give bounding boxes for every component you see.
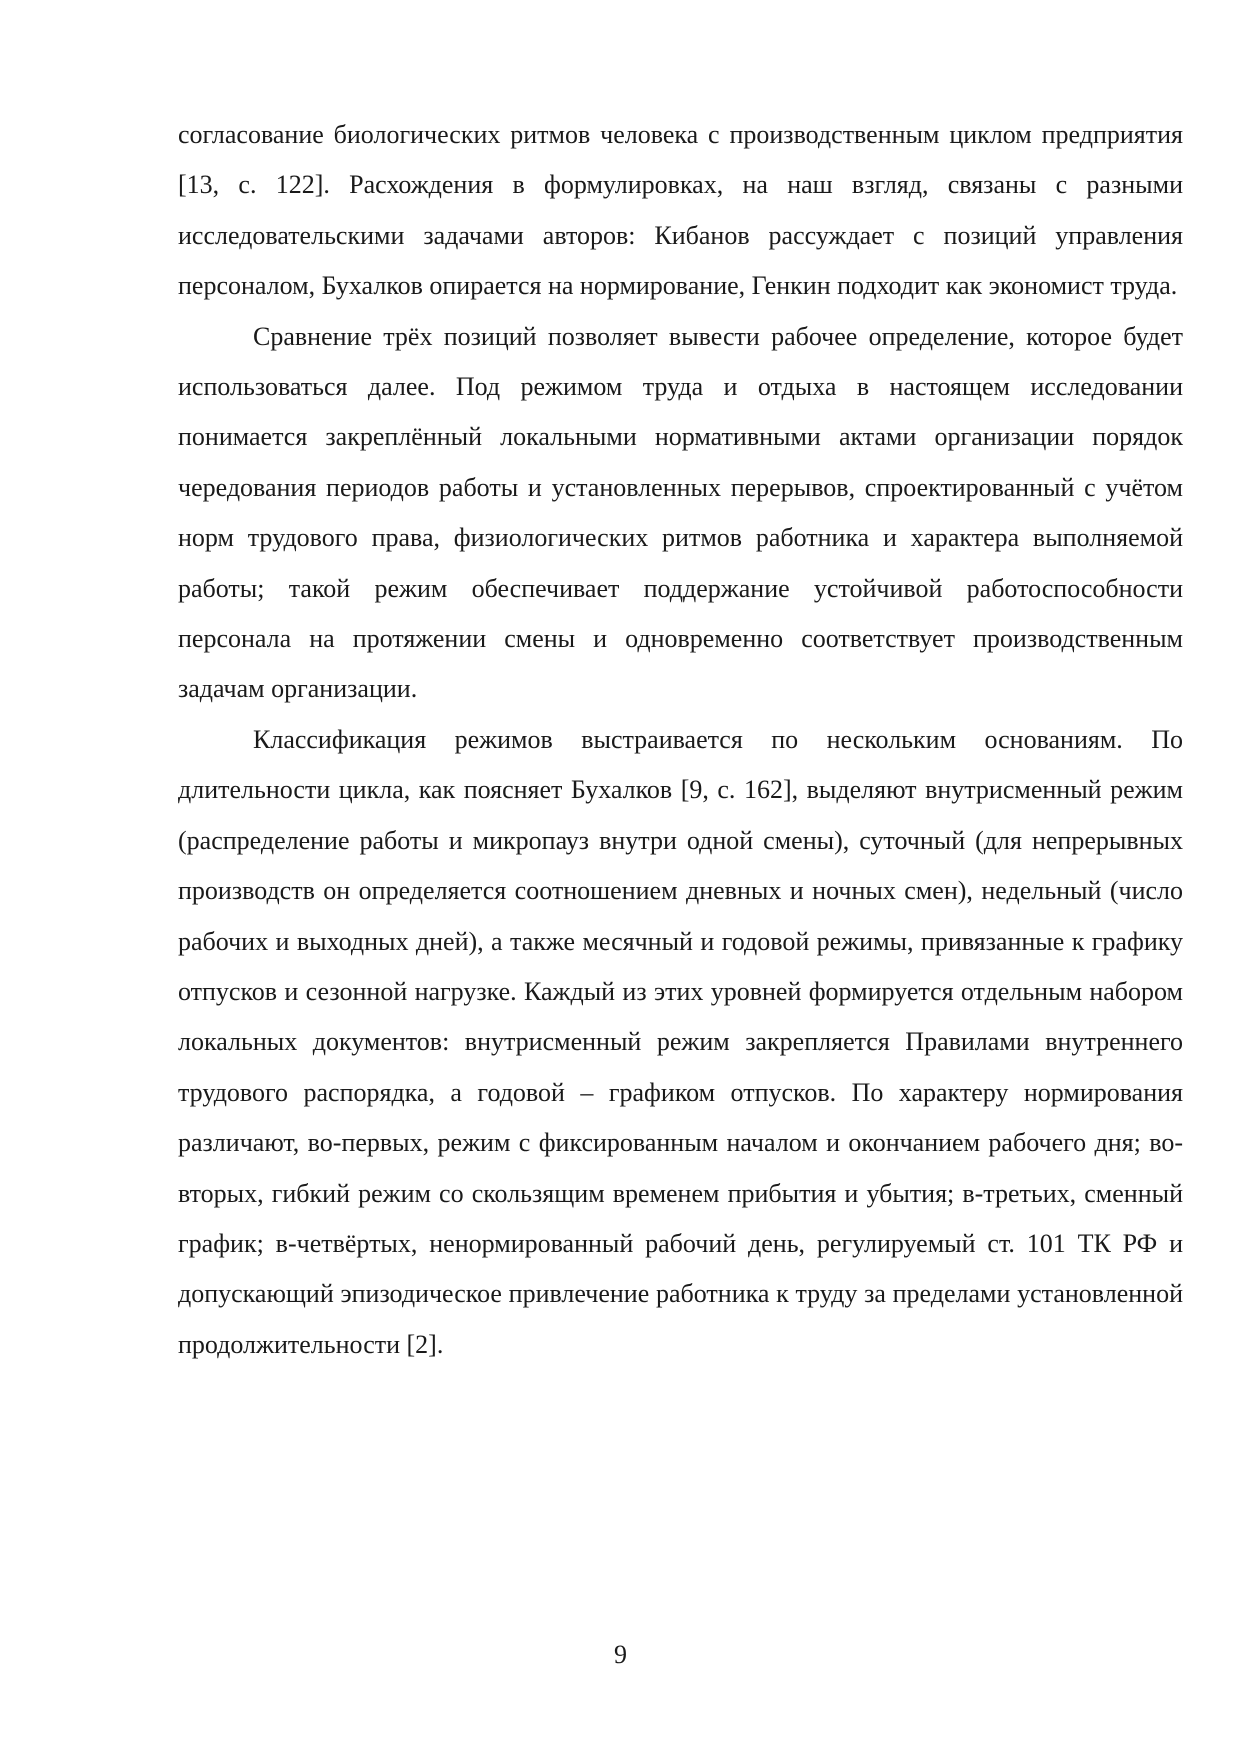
page-number: 9 (614, 1640, 627, 1669)
body-text (178, 110, 1183, 1370)
paragraph-continuation: согласование биологических ритмов человека с производственным циклом предприятия [13, с. 122]. Расхождения в формулировках, на наш взгляд, связаны с разными исследовательскими задачами авторов: Кибанов рассуждает с позиций управления персоналом, Бухалков опирается на нормирование, Генкин подходит как экономист труда. (178, 120, 1183, 301)
paragraph-working-definition: Сравнение трёх позиций позволяет вывести рабочее определение, которое будет использоваться далее. Под режимом труда и отдыха в настоящем исследовании понимается закреплённый локальными нормативными актами организации порядок чередования периодов работы и установленных перерывов, спроектированный с учётом норм трудового права, физиологических ритмов работника и характера выполняемой работы; такой режим обеспечивает поддержание устойчивой работоспособности персонала на протяжении смены и одновременно соответствует производственным задачам организации. (178, 321, 1183, 704)
paragraph-classification: Классификация режимов выстраивается по нескольким основаниям. По длительности цикла, как поясняет Бухалков [9, с. 162], выделяют внутрисменный режим (распределение работы и микропауз внутри одной смены), суточный (для непрерывных производств он определяется соотношением дневных и ночных смен), недельный (число рабочих и выходных дней), а также месячный и годовой режимы, привязанные к графику отпусков и сезонной нагрузке. Каждый из этих уровней формируется отдельным набором локальных документов: внутрисменный режим закрепляется Правилами внутреннего трудового распорядка, а годовой – графиком отпусков. По характеру нормирования различают, во-первых, режим с фиксированным началом и окончанием рабочего дня; во-вторых, гибкий режим со скользящим временем прибытия и убытия; в-третьих, сменный график; в-четвёртых, ненормированный рабочий день, регулируемый ст. 101 ТК РФ и допускающий эпизодическое привлечение работника к труду за пределами установленной продолжительности [2]. (178, 724, 1183, 1359)
